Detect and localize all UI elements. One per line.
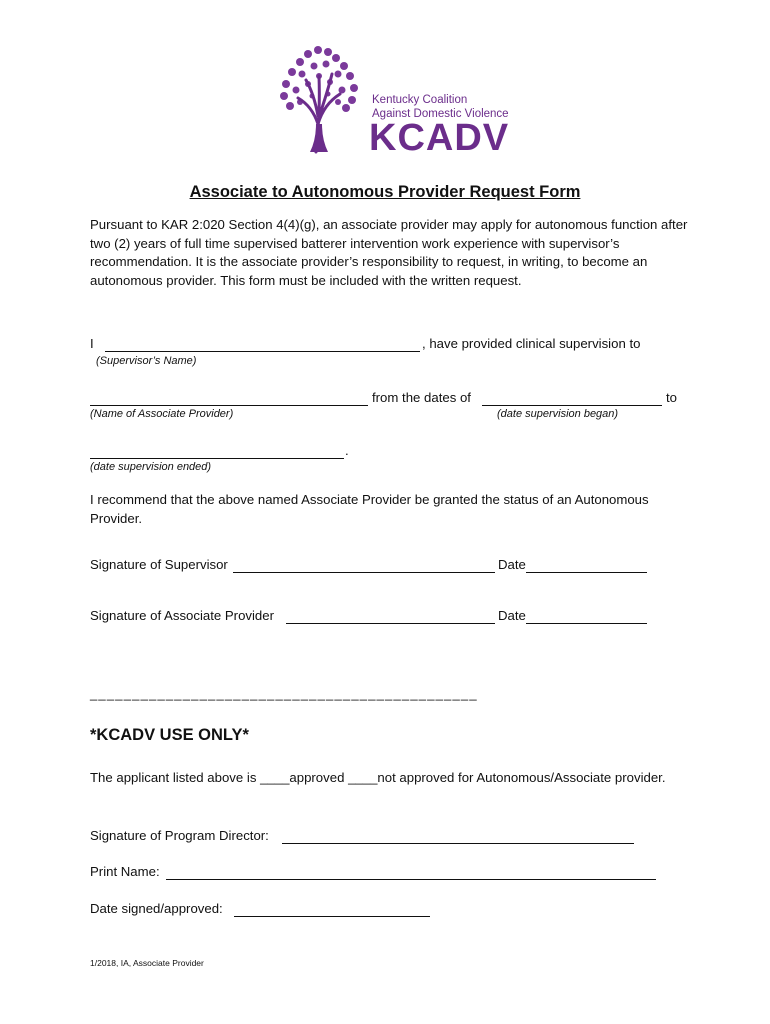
supervisor-date-label: Date: [498, 557, 526, 572]
associate-signature-label: Signature of Associate Provider: [90, 608, 274, 623]
kcadv-use-only-heading: *KCADV USE ONLY*: [90, 726, 249, 744]
date-signed-label: Date signed/approved:: [90, 901, 223, 916]
supervisor-name-field[interactable]: [105, 351, 420, 352]
applicant-status-text: The applicant listed above is ____approved ____not approved for Autonomous/Associate provider.: [90, 770, 666, 785]
program-director-label: Signature of Program Director:: [90, 828, 269, 843]
supervisor-signature-label: Signature of Supervisor: [90, 557, 228, 572]
recommendation-text: I recommend that the above named Associate Provider be granted the status of an Autonomous Provider.: [90, 492, 649, 526]
supervisor-signature-field[interactable]: [233, 572, 495, 573]
associate-date-field[interactable]: [526, 623, 647, 624]
date-began-field[interactable]: [482, 405, 662, 406]
print-name-label: Print Name:: [90, 864, 160, 879]
section-divider: ______________________________________________: [90, 686, 478, 701]
associate-name-field[interactable]: [90, 405, 368, 406]
date-signed-field[interactable]: [234, 916, 430, 917]
date-began-caption: (date supervision began): [497, 408, 619, 420]
associate-signature-field[interactable]: [286, 623, 495, 624]
from-dates-text: from the dates of: [372, 390, 471, 405]
to-text: to: [666, 390, 677, 405]
supervisor-date-field[interactable]: [526, 572, 647, 573]
print-name-field[interactable]: [166, 879, 656, 880]
supervisor-name-caption: (Supervisor’s Name): [96, 355, 197, 367]
period-text: .: [345, 443, 349, 458]
date-ended-field[interactable]: [90, 458, 344, 459]
logo-org-line-1: Kentucky Coalition: [372, 94, 468, 106]
form-title: Associate to Autonomous Provider Request Form: [189, 183, 581, 201]
intro-paragraph: Pursuant to KAR 2:020 Section 4(4)(g), an associate provider may apply for autonomous function after two (2) years of full time supervised batterer intervention work experience with supervisor’s recommendation. It is the associate provider’s responsibility to request, in writing, to become an autonomous provider. This form must be included with the written request.: [90, 217, 688, 288]
associate-name-caption: (Name of Associate Provider): [90, 408, 234, 420]
program-director-signature-field[interactable]: [282, 843, 634, 844]
associate-date-label: Date: [498, 608, 526, 623]
supervision-suffix: , have provided clinical supervision to: [422, 336, 641, 351]
logo-org-line-2: Against Domestic Violence: [372, 108, 509, 120]
supervision-prefix: I: [90, 336, 94, 351]
footer-revision: 1/2018, IA, Associate Provider: [90, 958, 204, 968]
logo-acronym: KCADV: [369, 117, 510, 159]
date-ended-caption: (date supervision ended): [90, 461, 212, 473]
